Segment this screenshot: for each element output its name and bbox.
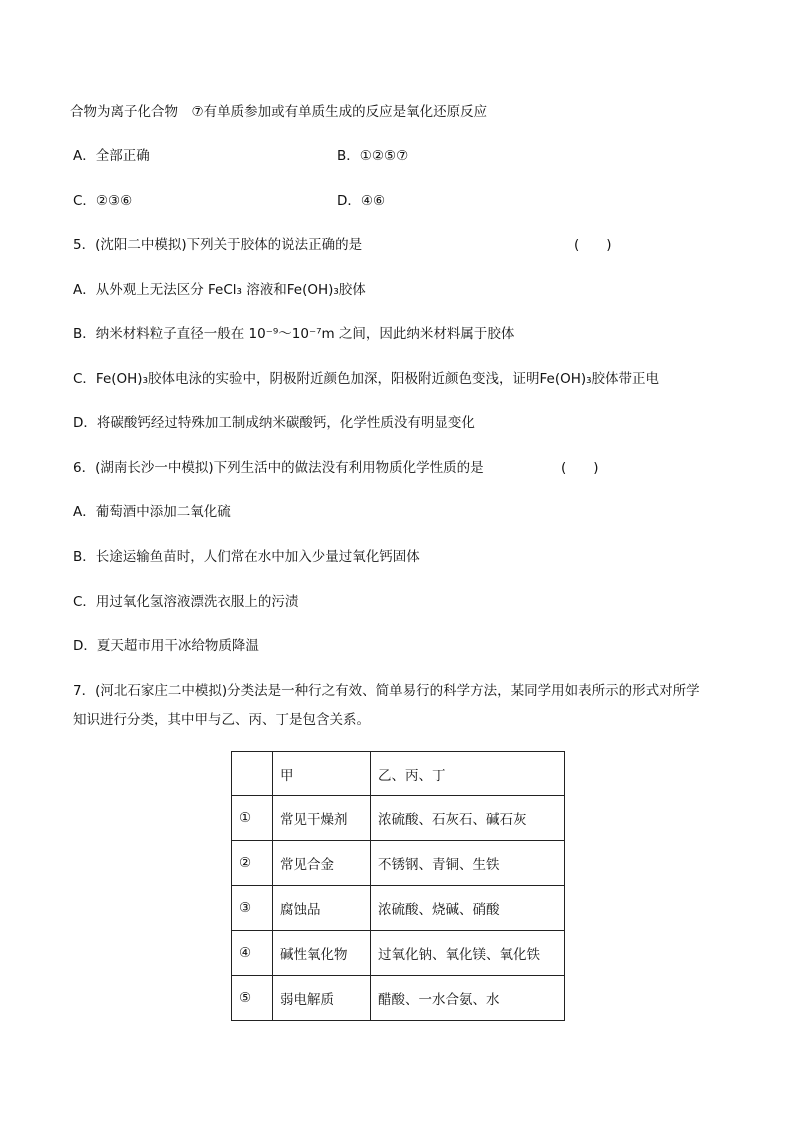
row-index: ④ [232, 931, 273, 976]
row-category: 碱性氧化物 [273, 931, 371, 976]
table-row [232, 976, 565, 1021]
q7-stem-line2: 知识进行分类，其中甲与乙、丙、丁是包含关系。 [73, 712, 370, 728]
row-members: 浓硫酸、石灰石、碱石灰 [371, 796, 565, 841]
row-index: ① [232, 796, 273, 841]
row-category: 弱电解质 [273, 976, 371, 1021]
table-row [232, 886, 565, 931]
header-cell-jia: 甲 [273, 752, 371, 796]
q5-option-a: A．从外观上无法区分 FeCl₃ 溶液和Fe(OH)₃胶体 [73, 282, 366, 298]
row-category: 腐蚀品 [273, 886, 371, 931]
table-row [232, 841, 565, 886]
table-row [232, 931, 565, 976]
q7-stem-line1: 7．(河北石家庄二中模拟)分类法是一种行之有效、简单易行的科学方法，某同学用如表所示的形式对所学 [73, 683, 700, 699]
row-members: 醋酸、一水合氨、水 [371, 976, 565, 1021]
header-cell-index [232, 752, 273, 796]
header-cell-members: 乙、丙、丁 [371, 752, 565, 796]
q4-option-d: D．④⑥ [337, 193, 386, 209]
row-index: ③ [232, 886, 273, 931]
q6-answer-paren: ( ) [561, 460, 599, 476]
q6-option-c: C．用过氧化氢溶液漂洗衣服上的污渍 [73, 594, 299, 610]
row-members: 浓硫酸、烧碱、硝酸 [371, 886, 565, 931]
q4-option-c: C．②③⑥ [73, 193, 133, 209]
q5-option-b: B．纳米材料粒子直径一般在 10⁻⁹～10⁻⁷m 之间，因此纳米材料属于胶体 [73, 326, 515, 342]
q6-option-a: A．葡萄酒中添加二氧化硫 [73, 504, 231, 520]
row-index: ② [232, 841, 273, 886]
table-header-row [232, 752, 565, 796]
q6-option-d: D．夏天超市用干冰给物质降温 [73, 638, 259, 654]
row-members: 不锈钢、青铜、生铁 [371, 841, 565, 886]
q4-option-a: A．全部正确 [73, 148, 150, 164]
q5-option-c: C．Fe(OH)₃胶体电泳的实验中，阴极附近颜色加深，阳极附近颜色变浅，证明Fe(OH)₃胶体带正电 [73, 371, 660, 387]
q5-option-d: D．将碳酸钙经过特殊加工制成纳米碳酸钙，化学性质没有明显变化 [73, 415, 475, 431]
table-row [232, 796, 565, 841]
q6-option-b: B．长途运输鱼苗时，人们常在水中加入少量过氧化钙固体 [73, 549, 420, 565]
intro-line: 合物为离子化合物 ⑦有单质参加或有单质生成的反应是氧化还原反应 [70, 104, 488, 120]
row-category: 常见合金 [273, 841, 371, 886]
classification-table [231, 751, 565, 1021]
q5-stem: 5．(沈阳二中模拟)下列关于胶体的说法正确的是 [73, 237, 363, 253]
row-category: 常见干燥剂 [273, 796, 371, 841]
row-index: ⑤ [232, 976, 273, 1021]
row-members: 过氧化钠、氧化镁、氧化铁 [371, 931, 565, 976]
q5-answer-paren: ( ) [574, 237, 612, 253]
q4-option-b: B．①②⑤⑦ [337, 148, 409, 164]
q6-stem: 6．(湖南长沙一中模拟)下列生活中的做法没有利用物质化学性质的是 [73, 460, 484, 476]
